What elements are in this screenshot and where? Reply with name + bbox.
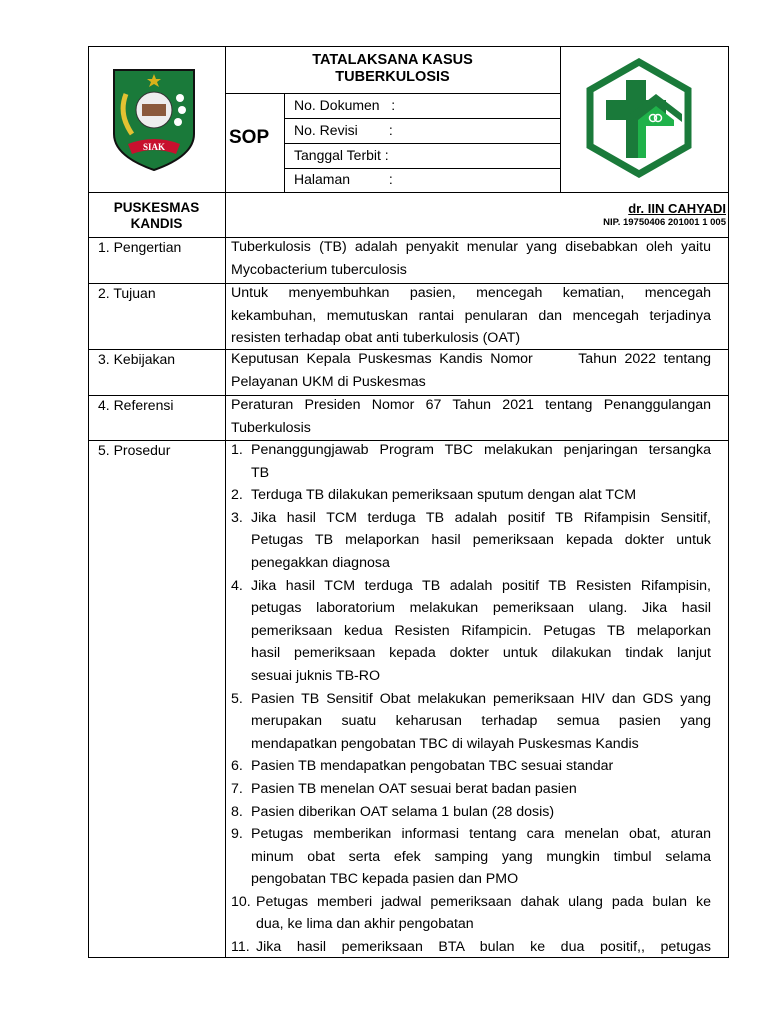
procedure-step: [231, 484, 711, 507]
title-line: TUBERKULOSIS: [335, 69, 450, 85]
procedure-step: [231, 891, 711, 936]
step-number: 4.: [231, 577, 243, 594]
divider: [225, 93, 560, 94]
step-line: Jika hasil TCM terduga TB adalah positif TB Resisten Rifampisin,: [251, 577, 711, 594]
step-number: 2.: [231, 487, 243, 504]
step-line: dua, ke lima dan akhir pengobatan: [256, 916, 474, 933]
step-number: 11.: [231, 939, 250, 956]
section-content: [231, 394, 711, 439]
field-halaman: Halaman :: [294, 171, 393, 187]
step-number: 7.: [231, 780, 243, 797]
step-number: 8.: [231, 803, 243, 820]
procedure-step: [231, 439, 711, 484]
sop-label: SOP: [229, 127, 270, 148]
title-line: TATALAKSANA KASUS: [312, 52, 473, 68]
content-line: Mycobacterium tuberculosis: [231, 261, 407, 278]
step-line: merupakan suatu keharusan terhadap semua pasien yang: [251, 713, 711, 730]
divider: [560, 46, 561, 192]
procedure-step: [231, 778, 711, 801]
section-label: 4. Referensi: [98, 397, 174, 413]
section-label: 2. Tujuan: [98, 285, 156, 301]
field-tanggal-terbit: Tanggal Terbit :: [294, 147, 389, 163]
step-line: Pasien TB mendapatkan pengobatan TBC sesuai standar: [251, 758, 614, 775]
procedure-step: [231, 823, 711, 891]
divider: [225, 46, 226, 958]
step-line: Pasien TB Sensitif Obat melakukan pemeriksaan HIV dan GDS yang: [251, 690, 711, 707]
step-line: pemeriksaan kedua Resisten Rifampicin. Petugas TB melaporkan: [251, 622, 711, 639]
divider: [284, 118, 560, 119]
step-line: Jika hasil pemeriksaan BTA bulan ke dua positif,, petugas: [256, 939, 711, 956]
content-line: Untuk menyembuhkan pasien, mencegah kematian, mencegah: [231, 285, 711, 301]
content-line: resisten terhadap obat anti tuberkulosis (OAT): [231, 330, 521, 347]
procedure-step: [231, 575, 711, 688]
step-line: hasil pemeriksaan kepada dokter untuk dilakukan tindak lanjut: [251, 645, 711, 662]
step-number: 6.: [231, 758, 243, 775]
signature-block: [560, 201, 726, 228]
content-line: Tuberkulosis: [231, 419, 311, 436]
procedure-step: [231, 801, 711, 824]
divider: [88, 192, 729, 193]
step-line: petugas laboratorium melakukan pemeriksaan ulang. Jika hasil: [251, 600, 711, 617]
step-line: Pasien diberikan OAT selama 1 bulan (28 dosis): [251, 803, 555, 820]
step-line: Petugas memberikan informasi tentang cara menelan obat, aturan: [251, 826, 711, 843]
step-line: TB: [251, 464, 270, 481]
content-line: Peraturan Presiden Nomor 67 Tahun 2021 tentang Penanggulangan: [231, 397, 711, 413]
step-number: 9.: [231, 826, 243, 843]
signer-name: dr. IIN CAHYADI: [628, 201, 726, 216]
step-number: 10.: [231, 893, 251, 910]
section-label: 3. Kebijakan: [98, 351, 176, 367]
section-content: [231, 348, 711, 393]
procedure-step: [231, 688, 711, 756]
step-number: 3.: [231, 509, 243, 526]
step-line: Terduga TB dilakukan pemeriksaan sputum dengan alat TCM: [251, 487, 637, 504]
procedure-step: [231, 507, 711, 575]
step-number: 5.: [231, 690, 243, 707]
org-line: KANDIS: [130, 216, 183, 231]
content-line: Tuberkulosis (TB) adalah penyakit menular yang disebabkan oleh yaitu: [231, 239, 711, 255]
section-content: [231, 236, 711, 281]
step-line: Petugas memberi jadwal pemeriksaan dahak ulang pada bulan ke: [256, 893, 711, 910]
step-line: Jika hasil TCM terduga TB adalah positif TB Rifampisin Sensitif,: [251, 509, 711, 526]
document-title: [225, 52, 560, 86]
step-line: pengobatan TBC kepada pasien dan PMO: [251, 871, 519, 888]
section-content: [231, 282, 711, 350]
section-label: 1. Pengertian: [98, 239, 182, 255]
step-number: 1.: [231, 442, 243, 458]
step-line: penegakkan diagnosa: [251, 554, 390, 571]
procedure-step: [231, 755, 711, 778]
content-line: Pelayanan UKM di Puskesmas: [231, 373, 426, 390]
org-line: PUSKESMAS: [113, 200, 200, 215]
signer-nip: NIP. 19750406 201001 1 005: [603, 217, 726, 228]
field-no-revisi: No. Revisi :: [294, 122, 393, 138]
organization-name: [88, 200, 225, 232]
puskesmas-logo: [584, 58, 694, 178]
step-line: Petugas TB melaporkan hasil pemeriksaan kepada dokter untuk: [251, 532, 711, 549]
content-line: Keputusan Kepala Puskesmas Kandis Nomor Tahun 2022 tentang: [231, 351, 711, 367]
procedure-list: [231, 439, 711, 959]
step-line: sesuai juknis TB-RO: [251, 667, 381, 684]
step-line: mendapatkan pengobatan TBC di wilayah Puskesmas Kandis: [251, 735, 639, 752]
step-line: minum obat serta efek samping yang mungkin timbul selama: [251, 848, 711, 865]
step-line: Pasien TB menelan OAT sesuai berat badan pasien: [251, 780, 577, 797]
section-label: 5. Prosedur: [98, 442, 171, 458]
field-no-dokumen: No. Dokumen :: [294, 97, 396, 113]
procedure-step: [231, 936, 711, 959]
step-line: Penanggungjawab Program TBC melakukan penjaringan tersangka: [251, 442, 711, 458]
siak-regency-logo: [106, 64, 202, 174]
svg-text:SIAK: SIAK: [142, 142, 166, 152]
divider: [284, 143, 560, 144]
content-line: kekambuhan, memutuskan rantai penularan dan mencegah terjadinya: [231, 307, 711, 324]
